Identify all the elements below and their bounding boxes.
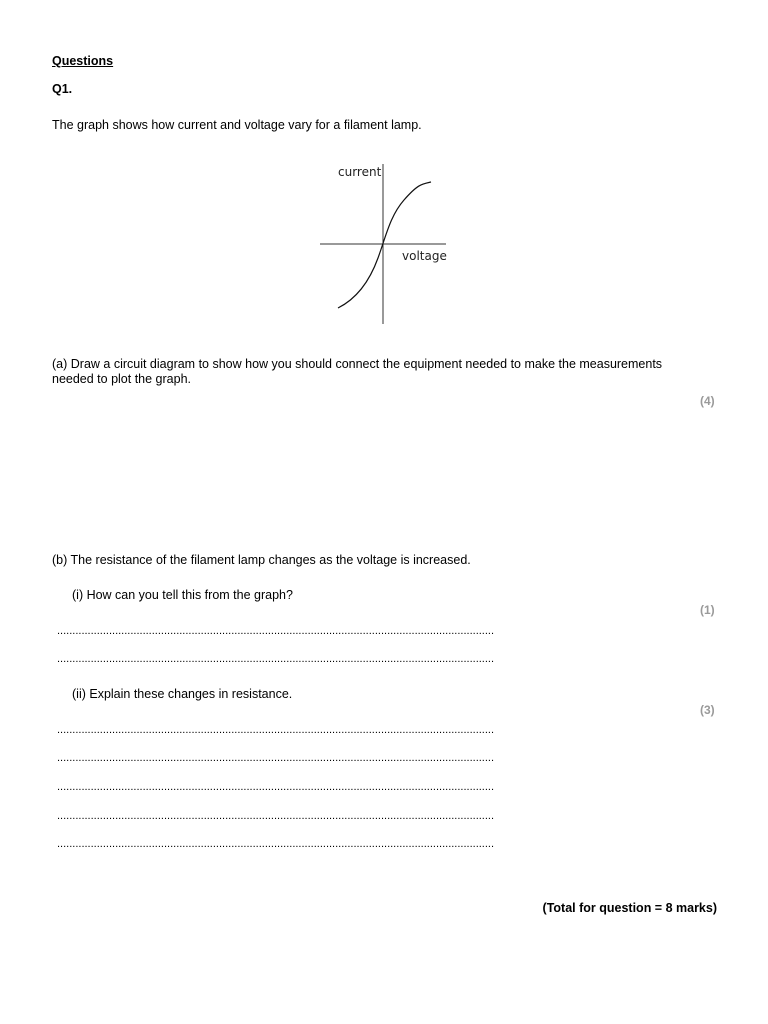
- answer-line[interactable]: ...............................................................................................................................................: [57, 838, 495, 850]
- section-title: Questions: [52, 54, 114, 68]
- answer-line[interactable]: ...............................................................................................................................................: [57, 752, 495, 764]
- answer-line[interactable]: ...............................................................................................................................................: [57, 625, 495, 637]
- part-b-i-marks: (1): [700, 603, 715, 617]
- x-axis-label: voltage: [402, 249, 447, 263]
- answer-line[interactable]: ...............................................................................................................................................: [57, 724, 495, 736]
- question-intro: The graph shows how current and voltage vary for a filament lamp.: [52, 118, 422, 132]
- part-b-i-text: (i) How can you tell this from the graph?: [72, 588, 293, 602]
- answer-line[interactable]: ...............................................................................................................................................: [57, 653, 495, 665]
- part-b-ii-marks: (3): [700, 703, 715, 717]
- question-number: Q1.: [52, 82, 73, 96]
- answer-line[interactable]: ...............................................................................................................................................: [57, 781, 495, 793]
- total-marks: (Total for question = 8 marks): [542, 901, 717, 915]
- iv-curve: [338, 182, 431, 308]
- current-voltage-graph: [318, 160, 448, 326]
- part-a-text-line1: (a) Draw a circuit diagram to show how you should connect the equipment needed to make the measurements: [52, 357, 663, 371]
- part-b-text: (b) The resistance of the filament lamp changes as the voltage is increased.: [52, 553, 471, 567]
- part-a-marks: (4): [700, 394, 715, 408]
- y-axis-label: current: [338, 165, 382, 179]
- part-b-ii-text: (ii) Explain these changes in resistance.: [72, 687, 293, 701]
- answer-line[interactable]: ...............................................................................................................................................: [57, 810, 495, 822]
- part-a-text-line2: needed to plot the graph.: [52, 372, 192, 386]
